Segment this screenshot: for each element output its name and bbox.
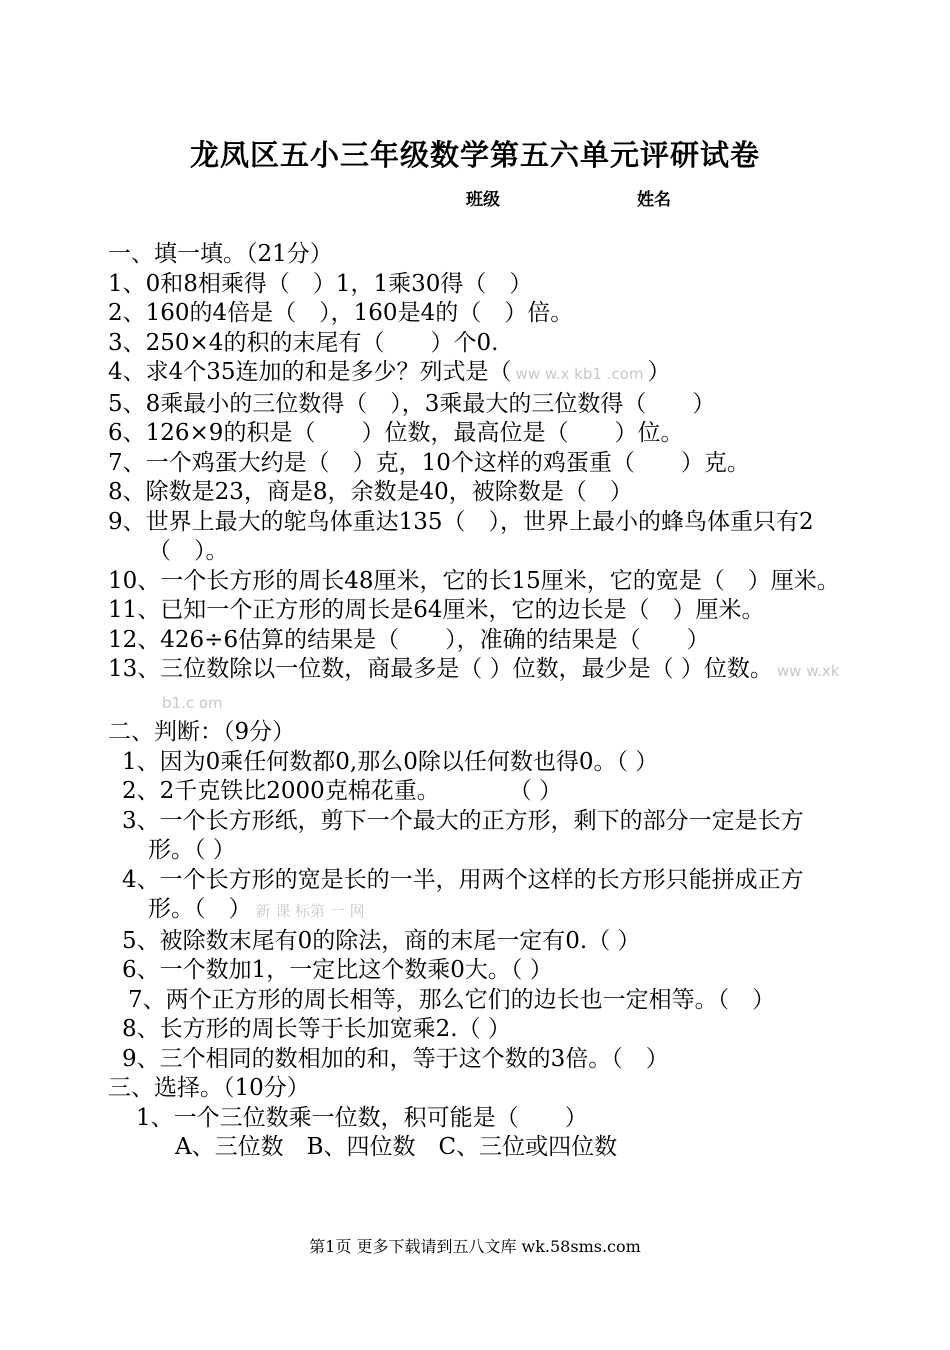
s1-question-4-text: 4、求4个35连加的和是多少？列式是（ (108, 359, 512, 385)
section-3-heading: 三、选择。（10分） (108, 1075, 310, 1101)
s1-question-2: 2、160的4倍是（ ），160是4的（ ）倍。 (108, 300, 574, 326)
s2-question-8: 8、长方形的周长等于长加宽乘2.（ ） (122, 1016, 511, 1042)
s1-question-6: 6、126×9的积是（ ）位数，最高位是（ ）位。 (108, 420, 684, 446)
s1-question-11: 11、已知一个正方形的周长是64厘米，它的边长是（ ）厘米。 (108, 597, 765, 623)
watermark-text: ww w.xk b1.c om (162, 662, 840, 712)
s2-question-4-text: 4、一个长方形的宽是长的一半，用两个这样的长方形只能拼成正方形。（ ） (122, 866, 804, 922)
s1-question-12: 12、426÷6估算的结果是（ ），准确的结果是（ ） (108, 626, 710, 653)
name-label: 姓名 (637, 190, 671, 210)
s1-question-9: 9、世界上最大的鸵鸟体重达135（ ），世界上最小的蜂鸟体重只有2（ ）。 (108, 508, 814, 564)
s1-question-1: 1、0和8相乘得（ ）1，1乘30得（ ） (108, 270, 533, 297)
watermark-text: 新 课 标第 一 网 (255, 902, 365, 920)
watermark-text: ww w.x kb1 .com (515, 365, 644, 383)
page-footer: 第1页 更多下载请到五八文库 wk.58sms.com (309, 1237, 641, 1256)
s2-question-7: 7、两个正方形的周长相等，那么它们的边长也一定相等。（ ） (128, 986, 776, 1013)
s2-question-5: 5、被除数末尾有0的除法，商的末尾一定有0.（ ） (122, 927, 641, 954)
s3-question-1: 1、一个三位数乘一位数，积可能是（ ） (136, 1104, 588, 1131)
s2-question-3: 3、一个长方形纸，剪下一个最大的正方形，剩下的部分一定是长方形。（ ） (122, 807, 804, 863)
s1-question-7: 7、一个鸡蛋大约是（ ）克，10个这样的鸡蛋重（ ）克。 (108, 449, 750, 476)
s3-question-1-options: A、三位数 B、四位数 C、三位或四位数 (175, 1134, 618, 1160)
s1-question-3: 3、250×4的积的末尾有（ ）个0. (108, 329, 499, 356)
s1-question-4 (108, 358, 843, 390)
s1-question-13-text: 13、三位数除以一位数，商最多是（ ）位数，最少是（ ）位数。 (108, 656, 773, 682)
section-1-heading: 一、填一填。（21分） (108, 241, 333, 267)
s1-question-5: 5、8乘最小的三位数得（ ），3乘最大的三位数得（ ） (108, 390, 716, 417)
s2-question-6: 6、一个数加1，一定比这个数乘0大。（ ） (122, 957, 553, 983)
exam-content (108, 240, 843, 1163)
s2-question-1: 1、因为0乘任何数都0,那么0除以任何数也得0。（ ） (122, 748, 659, 775)
s1-question-10: 10、一个长方形的周长48厘米，它的长15厘米，它的宽是（ ）厘米。 (108, 567, 840, 594)
s1-question-4-close: ） (647, 359, 671, 385)
s2-question-9: 9、三个相同的数相加的和，等于这个数的3倍。（ ） (122, 1045, 669, 1072)
class-label: 班级 (466, 190, 500, 210)
s2-question-2: 2、2千克铁比2000克棉花重。 （ ） (122, 778, 563, 804)
section-2-heading: 二、判断：（9分） (108, 719, 296, 745)
s2-question-4 (108, 866, 843, 927)
s1-question-8: 8、除数是23，商是8，余数是40，被除数是（ ） (108, 479, 633, 505)
page-title: 龙凤区五小三年级数学第五六单元评研试卷 (189, 138, 760, 172)
s1-question-13 (108, 655, 843, 718)
